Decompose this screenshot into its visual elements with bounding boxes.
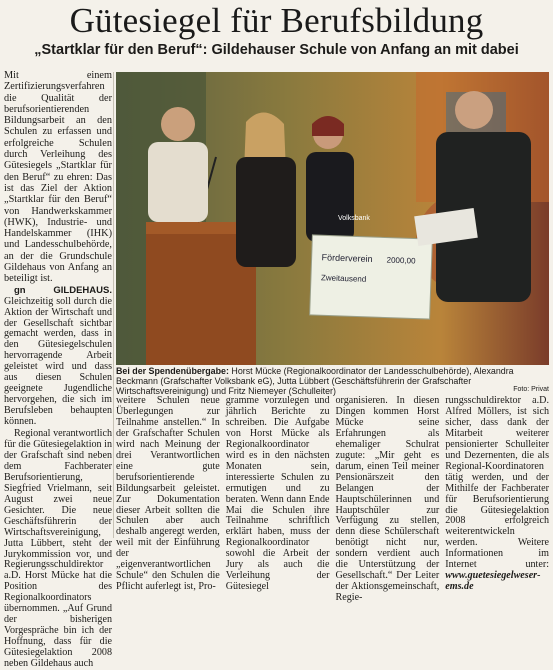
ceremony-photo-illustration [116, 72, 549, 365]
body-column-3 [335, 395, 440, 604]
intro-column [4, 70, 112, 670]
body-column-2-text: gramme vorzulegen und jährlich Berichte zu schreiben. Die Aufgabe von Horst Mücke als Regionalkoordinator wird es in den nächsten Monaten sein, interessierte Schulen zu ermutigen und zu beraten. Wenn dann Ende Mai die Schulen ihre Teilnahme schriftlich erklärt haben, muss der Regionalkoordinator sowohl die Arbeit der Jury als auch die Verleihung der Gütesiegel [225, 395, 330, 593]
body-column-4-body: rungsschuldirektor a.D. Alfred Möllers, ist sich sicher, dass dank der Mitarbeit weiterer pensionierter Schulleiter und Dezernenten, die als Regional-Koordinatoren tätig werden, und der Mithilfe der Fachberater für Berufsorientierung die Gütesiegelaktion 2008 erfolgreich weiterentwickeln werden. Weitere Informationen im Internet unter: [445, 395, 549, 571]
body-column-3-text: organisieren. In diesen Dingen kommen Horst Mücke seine Erfahrungen als ehemaliger Schulrat zugute: „Mir geht es darum, einen Teil meiner Pensionärszeit den Belangen der Hauptschülerinnen und Hauptschüler zur Verfügung zu stellen, denn diese Schülerschaft benötigt nicht nur, sondern verdient auch die Unterstützung der Gesellschaft.“ Der Leiter der Aktionsgemeinschaft, Regie- [335, 395, 440, 604]
body-column-4 [445, 395, 549, 593]
paragraph-1-text: Gleichzeitig soll durch die Aktion der Wirtschaft und der Gesellschaft sichtbar gemacht werden, dass in den Gütesiegelschulen hervorragende Arbeit geleistet wird und dass aus diesen Schulen geeignete Jugendliche hervorgehen, die sich im Berufsleben behaupten können. [4, 295, 112, 428]
photo-caption [116, 366, 549, 397]
check-words: Zweitausend [320, 273, 367, 284]
lead-paragraph: Mit einem Zertifizierungsverfahren die Qualität der berufsorientierenden Bildungsarbeit an den Schulen zu erfassen und erfolgreiche Schulen durch Verleihung des Gütesiegels „Startklar für den Beruf“ zu ehren: Das ist das Ziel der Aktion „Startklar für den Beruf“ von Handwerkskammer (HWK), Industrie- und Handelskammer (IHK) und Landesschulbehörde, an der die Grundschule Gildehaus von Anfang an beteiligt ist. [4, 70, 112, 285]
photo [116, 72, 549, 365]
check-payee: Förderverein [321, 252, 373, 265]
photo-credit: Foto: Privat [513, 386, 549, 393]
dateline: gn GILDEHAUS. [14, 284, 112, 296]
check-amount: 2000,00 [386, 255, 416, 266]
body-columns [116, 395, 549, 604]
paragraph-2: Regional verantwortlich für die Gütesiegelaktion in der Grafschaft sind neben dem Fachberater Berufsorientierung, Siegfried Vrielmann, seit August zwei neue Gesichter. Die neue Geschäftsführerin der Wirtschaftsvereinigung, Jutta Lübbert, steht der Jurykommission vor, und Regierungsschuldirektor a.D. Horst Mücke hat die Position des Regionalkoordinators übernommen. „Auf Grund der bisherigen Vorgespräche bin ich der Hoffnung, dass für die Gütesiegelaktion 2008 neben Gildehaus auch [4, 428, 112, 670]
banner-text: Volksbank [338, 215, 370, 222]
paragraph-1 [4, 286, 112, 428]
website-link[interactable]: www.guetesiegelweser-ems.de [445, 570, 541, 593]
caption-label: Bei der Spendenübergabe: [116, 366, 229, 376]
caption-text: Horst Mücke (Regionalkoordinator der Landesschulbehörde), Alexandra Beckmann (Grafschafter Volksbank eG), Jutta Lübbert (Geschäftsführerin der Grafschafter Wirtschaftsvereinigung) und Fritz Niemeyer (Schulleiter) [116, 366, 514, 397]
headline: Gütesiegel für Berufsbildung [69, 1, 484, 40]
column-rule [113, 72, 114, 538]
body-column-1-text: weitere Schulen neue Überlegungen zur Teilnahme anstellen.“ In der Grafschafter Schulen wird nach Meinung der drei Verantwortlichen eine gute berufsorientierende Bildungsarbeit geleistet. Zur Dokumentation dieser Arbeit sollten die Schulen aber auch deshalb angeregt werden, weil mit der Einführung der „eigenverantwortlichen Schule“ den Schulen die Pflicht auferlegt ist, Pro- [116, 395, 220, 593]
body-column-4-text [445, 396, 549, 593]
body-column-2 [225, 395, 330, 593]
body-column-1 [116, 395, 220, 593]
subheadline: „Startklar für den Beruf“: Gildehauser Schule von Anfang an mit dabei [34, 42, 519, 58]
